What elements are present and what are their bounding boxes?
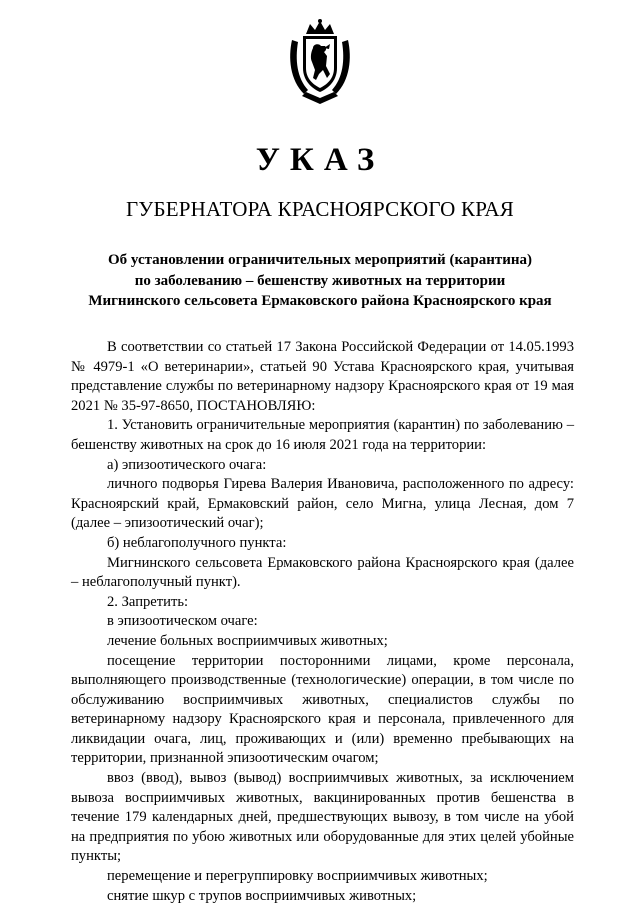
- heading-line: Мигнинского сельсовета Ермаковского района Красноярского края: [88, 293, 552, 309]
- coat-of-arms-emblem: [286, 18, 354, 104]
- paragraph: личного подворья Гирева Валерия Ивановича, расположенного по адресу: Красноярский край, Ермаковский район, село Мигна, улица Лесная, дом 7 (далее – эпизоотический очаг);: [71, 476, 574, 532]
- paragraph: В соответствии со статьей 17 Закона Российской Федерации от 14.05.1993 № 4979-1 «О ветеринарии», статьей 90 Устава Красноярского края, учитывая представление службы по ветеринарному надзору Красноярского края от 19 мая 2021 № 35-97-8650, ПОСТАНОВЛЯЮ:: [71, 339, 574, 414]
- decree-heading: [40, 250, 600, 312]
- paragraph: б) неблагополучного пункта:: [107, 534, 287, 551]
- document-title: УКАЗ: [255, 142, 385, 178]
- paragraph: а) эпизоотического очага:: [107, 456, 267, 473]
- document-subtitle: ГУБЕРНАТОРА КРАСНОЯРСКОГО КРАЯ: [126, 197, 514, 221]
- heading-line: по заболеванию – бешенству животных на территории: [134, 272, 506, 289]
- paragraph: Мигнинского сельсовета Ермаковского района Красноярского края (далее – неблагополучный пункт).: [71, 554, 574, 591]
- paragraph: лечение больных восприимчивых животных;: [107, 632, 388, 649]
- heading-line: Об установлении ограничительных мероприятий (карантина): [107, 252, 532, 268]
- paragraph: 1. Установить ограничительные мероприятия (карантин) по заболеванию – бешенству животных на срок до 16 июля 2021 года на территории:: [71, 417, 574, 453]
- document-body: [71, 338, 574, 906]
- paragraph: посещение территории посторонними лицами, кроме персонала, выполняющего производственные (технологические) операции, в том числе по обслуживанию восприимчивых животных, специалистов службы по ветеринарному надзору Красноярского края и персонала, привлеченного для ликвидации очага, лиц, проживающих и (или) временно пребывающих на территории, признанной эпизоотическим очагом;: [71, 652, 574, 767]
- paragraph: перемещение и перегруппировку восприимчивых животных;: [107, 868, 488, 885]
- paragraph: в эпизоотическом очаге:: [107, 613, 258, 630]
- paragraph: 2. Запретить:: [107, 593, 189, 610]
- paragraph: снятие шкур с трупов восприимчивых животных;: [107, 887, 417, 904]
- paragraph: ввоз (ввод), вывоз (вывод) восприимчивых животных, за исключением вывоза восприимчивых животных, вакцинированных против бешенства в течение 179 календарных дней, предшествующих вывозу, в том числе на убой на предприятия по убою животных или оборудованные для этих целей убойные пункты;: [71, 770, 574, 865]
